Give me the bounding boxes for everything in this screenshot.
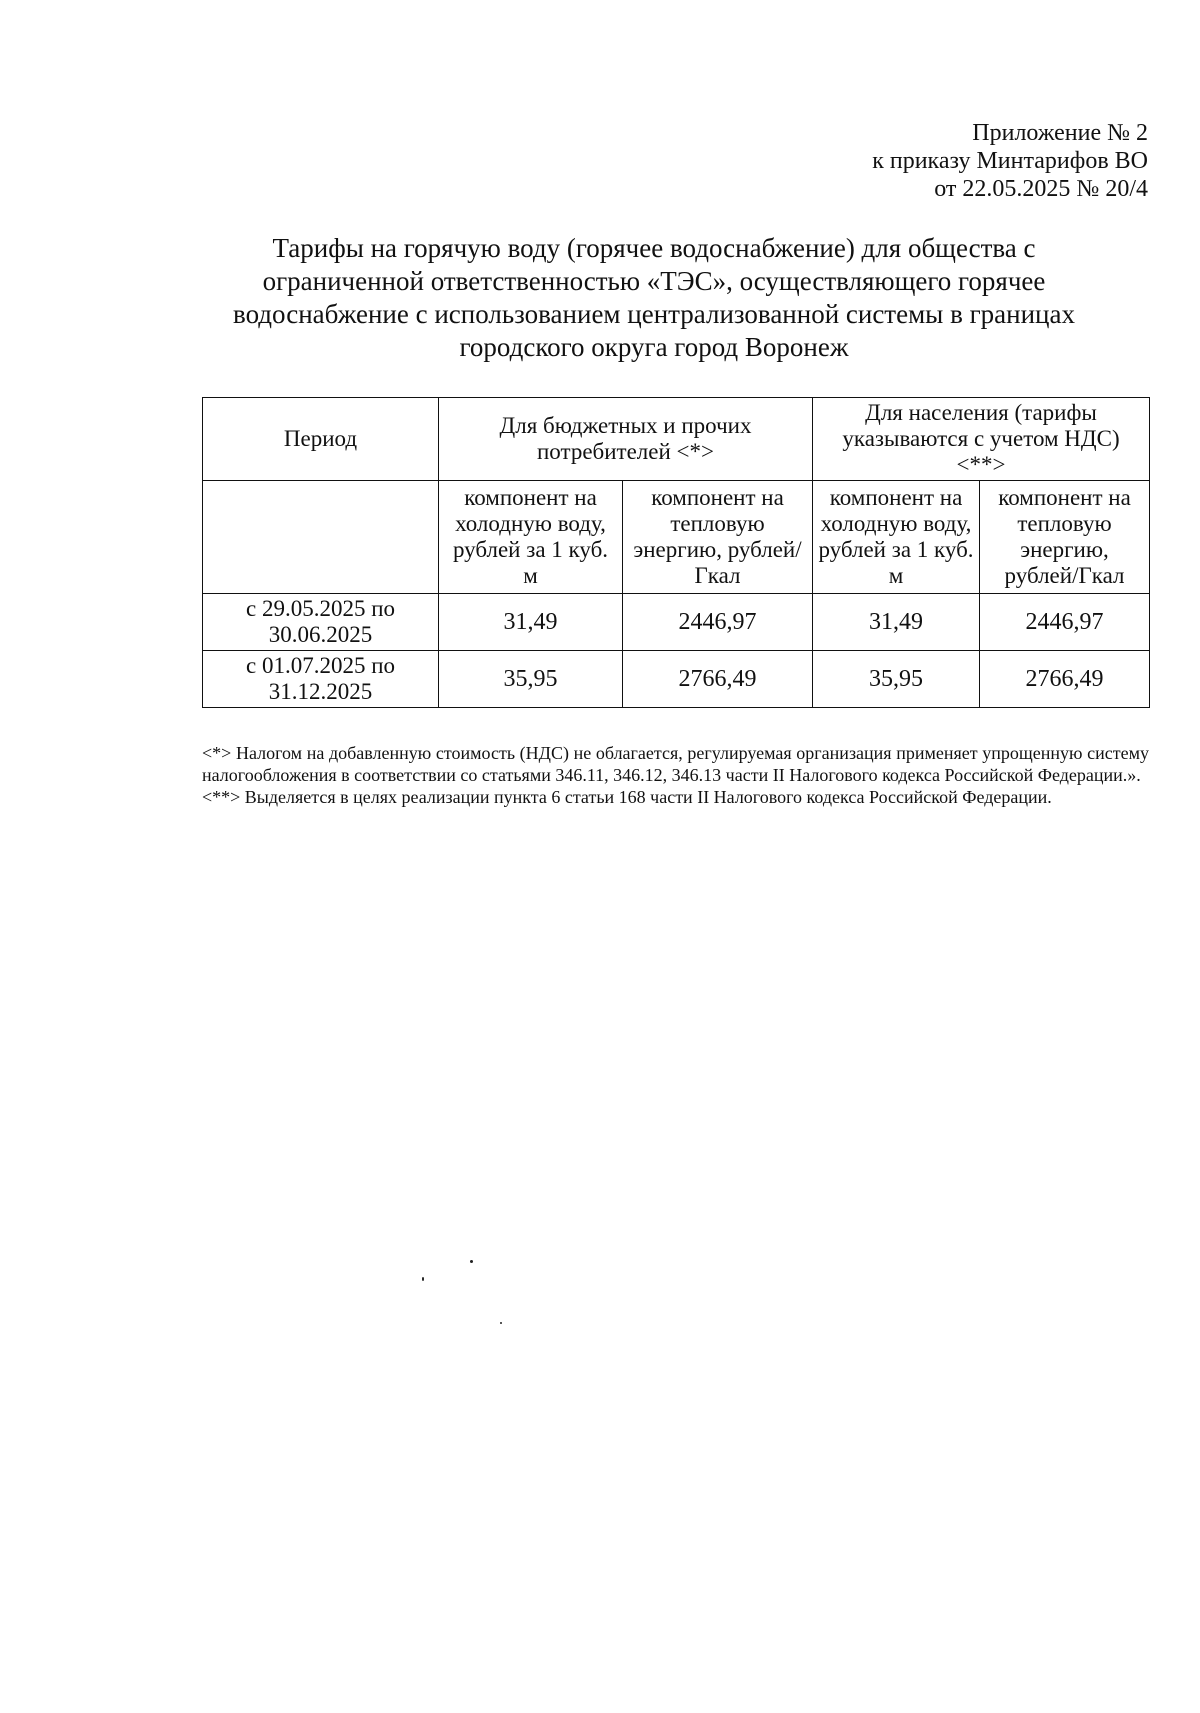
- footnote-vat-allocated: <**> Выделяется в целях реализации пункта 6 статьи 168 части II Налогового кодекса Российской Федерации.: [202, 787, 1052, 807]
- scan-speck: [470, 1260, 473, 1263]
- header-population: Для населения (тарифы указываются с учетом НДС) <**>: [813, 398, 1150, 481]
- table-row: [203, 594, 1150, 651]
- title-line: Тарифы на горячую воду (горячее водоснабжение) для общества с: [272, 233, 1036, 263]
- heat-energy-population-value: 2446,97: [980, 594, 1150, 651]
- table-row: [203, 651, 1150, 708]
- subheader-heat-energy-budget: компонент на тепловую энергию, рублей/Гкал: [623, 481, 813, 594]
- table-subheader-row: [203, 481, 1150, 594]
- cold-water-population-value: 35,95: [813, 651, 980, 708]
- scan-speck: [500, 1322, 502, 1324]
- footnotes: [202, 742, 1149, 808]
- appendix-order-reference: к приказу Минтарифов ВО: [872, 148, 1148, 174]
- period-cell: с 01.07.2025 по 31.12.2025: [203, 651, 439, 708]
- subheader-cold-water-population: компонент на холодную воду, рублей за 1 куб. м: [813, 481, 980, 594]
- cold-water-budget-value: 31,49: [439, 594, 623, 651]
- subheader-cold-water-budget: компонент на холодную воду, рублей за 1 куб. м: [439, 481, 623, 594]
- cold-water-population-value: 31,49: [813, 594, 980, 651]
- footnote-vat-exempt: <*> Налогом на добавленную стоимость (НДС) не облагается, регулируемая организация применяет упрощенную систему налогообложения в соответствии со статьями 346.11, 346.12, 346.13 части II Налогового кодекса Российской Федерации.».: [202, 743, 1149, 785]
- heat-energy-budget-value: 2446,97: [623, 594, 813, 651]
- header-budget-consumers: Для бюджетных и прочих потребителей <*>: [439, 398, 813, 481]
- title-line: городского округа город Воронеж: [459, 332, 849, 362]
- subheader-empty: [203, 481, 439, 594]
- subheader-heat-energy-population: компонент на тепловую энергию, рублей/Гкал: [980, 481, 1150, 594]
- title-line: ограниченной ответственностью «ТЭС», осуществляющего горячее: [262, 266, 1046, 296]
- title-line: водоснабжение с использованием централизованной системы в границах: [233, 299, 1075, 329]
- table-header-row: [203, 398, 1150, 481]
- header-period: Период: [203, 398, 439, 481]
- cold-water-budget-value: 35,95: [439, 651, 623, 708]
- document-title: [200, 232, 1108, 364]
- heat-energy-population-value: 2766,49: [980, 651, 1150, 708]
- appendix-order-date: от 22.05.2025 № 20/4: [934, 176, 1148, 202]
- tariffs-table: [202, 397, 1150, 708]
- appendix-header: [872, 119, 1148, 203]
- scan-speck: [422, 1277, 424, 1281]
- appendix-number: Приложение № 2: [972, 120, 1148, 146]
- heat-energy-budget-value: 2766,49: [623, 651, 813, 708]
- period-cell: с 29.05.2025 по 30.06.2025: [203, 594, 439, 651]
